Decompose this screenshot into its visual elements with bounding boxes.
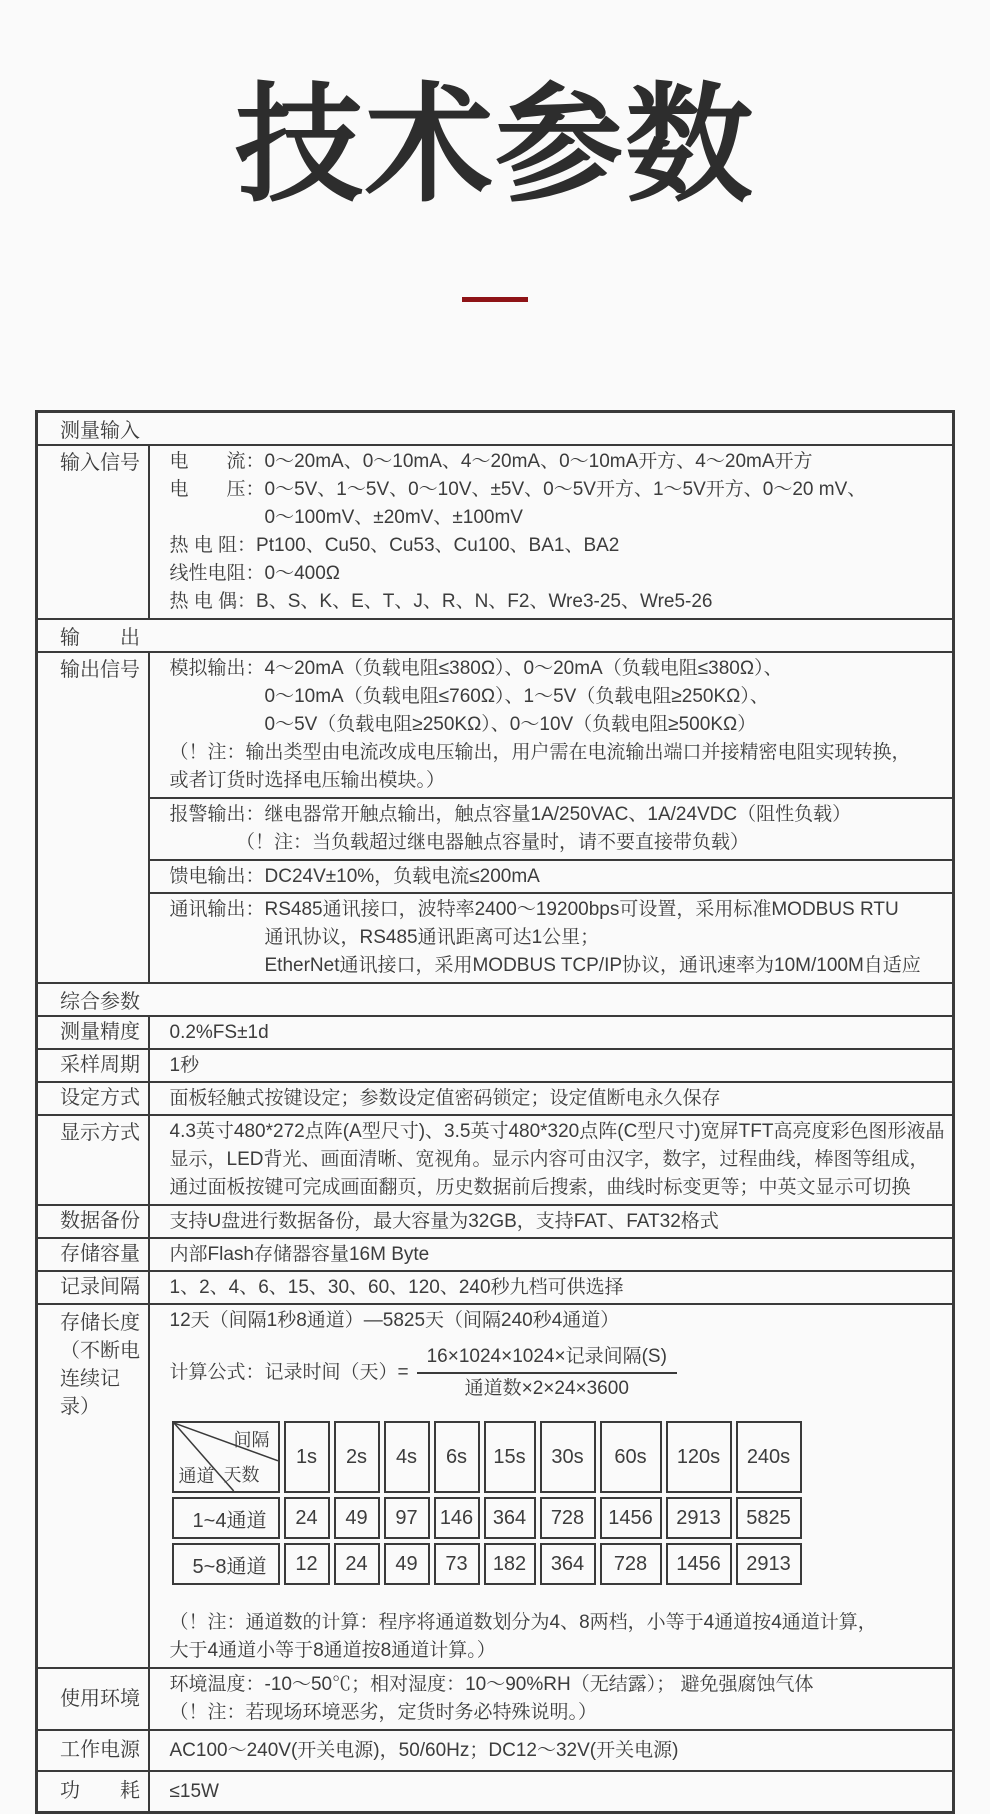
page-title: 技术参数	[234, 74, 755, 217]
spec-line: 环境温度：-10～50℃；相对湿度：10～90%RH（无结露）； 避免强腐蚀气体	[169, 1674, 814, 1696]
channel-row-label: 1~4通道	[172, 1497, 280, 1539]
interval-header: 6s	[434, 1421, 480, 1493]
spec-line: （！注：通道数的计算：程序将通道数划分为4、8两档，小等于4通道按4通道计算，	[169, 1612, 877, 1634]
row-sampling	[37, 1049, 954, 1082]
days-cell: 728	[540, 1497, 596, 1539]
spec-line: 通过面板按键可完成画面翻页，历史数据前后搜索，曲线时标变更等；中英文显示可切换	[169, 1177, 911, 1199]
row-accuracy	[37, 1016, 954, 1049]
formula-prefix: 计算公式：记录时间（天）=	[169, 1362, 409, 1384]
spec-line: AC100～240V(开关电源)，50/60Hz；DC12～32V(开关电源)	[169, 1740, 679, 1762]
section-header: 测量输入	[37, 412, 954, 446]
row-value	[149, 1082, 954, 1115]
storage-table-row	[172, 1497, 802, 1539]
spec-line: 电 压：0～5V、1～5V、0～10V、±5V、0～5V开方、1～5V开方、0～20 mV、	[169, 479, 867, 501]
section-row-measure-input	[37, 412, 954, 446]
row-setting	[37, 1082, 954, 1115]
row-value	[149, 1016, 954, 1049]
row-value	[149, 1668, 954, 1730]
days-cell: 182	[484, 1543, 536, 1585]
days-cell: 49	[334, 1497, 380, 1539]
row-output-signal-comm	[37, 893, 954, 983]
row-value	[149, 1049, 954, 1082]
spec-line: 支持U盘进行数据备份，最大容量为32GB，支持FAT、FAT32格式	[169, 1211, 719, 1233]
section-header: 输 出	[37, 619, 954, 652]
label-line: （不断电	[60, 1340, 140, 1363]
storage-range: 12天（间隔1秒8通道）—5825天（间隔240秒4通道）	[169, 1310, 620, 1332]
spec-line: 0～10mA（负载电阻≤760Ω）、1～5V（负载电阻≥250KΩ）、	[169, 686, 769, 708]
spec-line: 通讯输出：RS485通讯接口，波特率2400～19200bps可设置，采用标准MODBUS RTU	[169, 899, 899, 921]
spec-line: 0.2%FS±1d	[169, 1022, 269, 1044]
row-power	[37, 1730, 954, 1771]
row-value	[149, 1205, 954, 1238]
interval-header: 60s	[600, 1421, 662, 1493]
row-output-signal-feed	[37, 860, 954, 893]
row-value	[149, 1771, 954, 1813]
days-cell: 728	[600, 1543, 662, 1585]
interval-header: 30s	[540, 1421, 596, 1493]
days-cell: 1456	[666, 1543, 732, 1585]
spec-line: （！注：当负载超过继电器触点容量时，请不要直接带负载）	[169, 832, 750, 854]
formula-denominator: 通道数×2×24×3600	[464, 1378, 629, 1400]
row-label: 测量精度	[37, 1016, 149, 1049]
spec-line: 或者订货时选择电压输出模块。）	[169, 770, 446, 792]
row-value-feed	[149, 860, 954, 893]
row-value	[149, 1730, 954, 1771]
corner-label-channels: 通道	[178, 1466, 215, 1487]
storage-table-header-row	[172, 1421, 802, 1493]
row-output-signal-alarm	[37, 798, 954, 860]
row-label: 数据备份	[37, 1205, 149, 1238]
corner-label-days: 天数	[223, 1465, 260, 1486]
row-label: 工作电源	[37, 1730, 149, 1771]
label-line: 存储长度	[60, 1312, 140, 1335]
days-cell: 5825	[736, 1497, 802, 1539]
interval-header: 120s	[666, 1421, 732, 1493]
storage-table-row	[172, 1543, 802, 1585]
channel-row-label: 5~8通道	[172, 1543, 280, 1585]
days-cell: 2913	[666, 1497, 732, 1539]
section-row-output	[37, 619, 954, 652]
interval-header: 240s	[736, 1421, 802, 1493]
days-cell: 24	[284, 1497, 330, 1539]
spec-line: 通讯协议，RS485通讯距离可达1公里；	[169, 927, 600, 949]
section-header: 综合参数	[37, 983, 954, 1016]
days-cell: 24	[334, 1543, 380, 1585]
days-cell: 364	[540, 1543, 596, 1585]
days-cell: 364	[484, 1497, 536, 1539]
days-cell: 2913	[736, 1543, 802, 1585]
row-label: 显示方式	[37, 1115, 149, 1205]
row-consumption	[37, 1771, 954, 1813]
corner-label-interval: 间隔	[233, 1430, 270, 1451]
title-underline-bar	[462, 297, 528, 302]
spec-line: 电 流：0～20mA、0～10mA、4～20mA、0～10mA开方、4～20mA开方	[169, 451, 813, 473]
days-cell: 12	[284, 1543, 330, 1585]
days-cell: 1456	[600, 1497, 662, 1539]
spec-line: （！注：若现场环境恶劣，定货时务必特殊说明。）	[169, 1702, 598, 1724]
spec-line: 显示，LED背光、画面清晰、宽视角。显示内容可由汉字，数字，过程曲线，棒图等组成，	[169, 1149, 929, 1171]
spec-line: 0～5V（负载电阻≥250KΩ）、0～10V（负载电阻≥500KΩ）	[169, 714, 757, 736]
days-cell: 146	[434, 1497, 480, 1539]
label-line: 连续记录）	[60, 1368, 120, 1419]
row-environment	[37, 1668, 954, 1730]
spec-line: 模拟输出：4～20mA（负载电阻≤380Ω）、0～20mA（负载电阻≤380Ω）、	[169, 658, 783, 680]
spec-line: 内部Flash存储器容量16M Byte	[169, 1244, 430, 1266]
spec-line: 热 电 阻：Pt100、Cu50、Cu53、Cu100、BA1、BA2	[169, 535, 620, 557]
diagonal-corner-cell	[172, 1421, 280, 1493]
storage-days-table	[168, 1417, 806, 1589]
spec-line: （！注：输出类型由电流改成电压输出，用户需在电流输出端口并接精密电阻实现转换，	[169, 742, 911, 764]
spec-line: 面板轻触式按键设定；参数设定值密码锁定；设定值断电永久保存	[169, 1088, 721, 1110]
row-value-alarm	[149, 798, 954, 860]
spec-line: 大于4通道小等于8通道按8通道计算。）	[169, 1640, 496, 1662]
spec-line: 报警输出：继电器常开触点输出，触点容量1A/250VAC、1A/24VDC（阻性负载）	[169, 804, 852, 826]
days-cell: 49	[384, 1543, 430, 1585]
row-value-analog	[149, 652, 954, 798]
days-cell: 73	[434, 1543, 480, 1585]
row-value	[149, 1271, 954, 1304]
row-label	[37, 1304, 149, 1668]
interval-header: 4s	[384, 1421, 430, 1493]
spec-line: 1、2、4、6、15、30、60、120、240秒九档可供选择	[169, 1277, 624, 1299]
row-label: 记录间隔	[37, 1271, 149, 1304]
row-label: 存储容量	[37, 1238, 149, 1271]
row-value-comm	[149, 893, 954, 983]
spec-line: 热 电 偶：B、S、K、E、T、J、R、N、F2、Wre3-25、Wre5-26	[169, 591, 713, 613]
row-storage-length	[37, 1304, 954, 1668]
row-interval	[37, 1271, 954, 1304]
row-label: 输入信号	[37, 445, 149, 619]
section-row-general	[37, 983, 954, 1016]
storage-note	[170, 1609, 953, 1665]
spec-line: 线性电阻：0～400Ω	[169, 563, 340, 585]
row-label: 采样周期	[37, 1049, 149, 1082]
row-label: 设定方式	[37, 1082, 149, 1115]
row-value	[149, 1115, 954, 1205]
row-capacity	[37, 1238, 954, 1271]
spec-line: 1秒	[169, 1055, 200, 1077]
row-label: 输出信号	[37, 652, 149, 983]
formula-numerator: 16×1024×1024×记录间隔(S)	[417, 1345, 677, 1374]
row-label: 使用环境	[37, 1668, 149, 1730]
row-value-storage	[149, 1304, 954, 1668]
storage-formula	[170, 1345, 953, 1401]
row-value	[149, 1238, 954, 1271]
formula-fraction	[417, 1345, 677, 1401]
row-value	[149, 445, 954, 619]
spec-table	[35, 410, 955, 1814]
row-input-signal	[37, 445, 954, 619]
interval-header: 1s	[284, 1421, 330, 1493]
row-display	[37, 1115, 954, 1205]
spec-line: ≤15W	[169, 1781, 219, 1803]
interval-header: 2s	[334, 1421, 380, 1493]
spec-line: 馈电输出：DC24V±10%，负载电流≤200mA	[169, 866, 540, 888]
spec-line: 0～100mV、±20mV、±100mV	[169, 507, 523, 529]
row-output-signal-analog	[37, 652, 954, 798]
days-cell: 97	[384, 1497, 430, 1539]
interval-header: 15s	[484, 1421, 536, 1493]
spec-line: 4.3英寸480*272点阵(A型尺寸)、3.5英寸480*320点阵(C型尺寸)宽屏TFT高亮度彩色图形液晶	[169, 1121, 945, 1143]
row-label: 功 耗	[37, 1771, 149, 1813]
spec-line: EtherNet通讯接口，采用MODBUS TCP/IP协议，通讯速率为10M/100M自适应	[169, 955, 921, 977]
row-backup	[37, 1205, 954, 1238]
